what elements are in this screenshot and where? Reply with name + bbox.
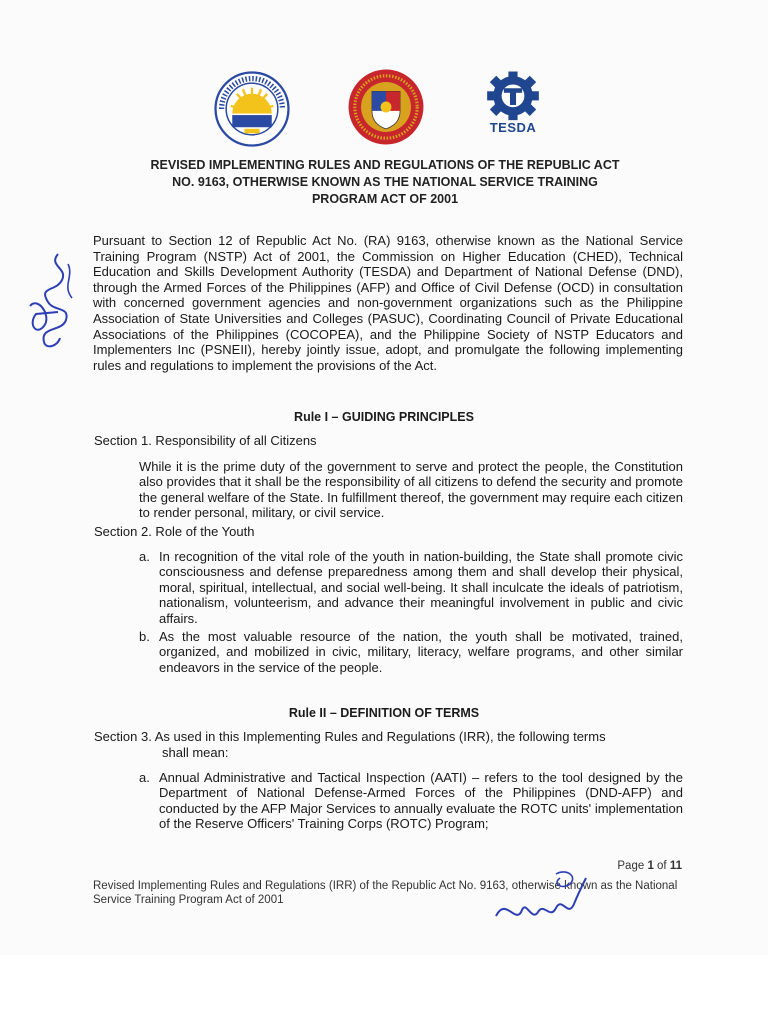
title-line: PROGRAM ACT OF 2001 bbox=[311, 192, 459, 206]
list-marker: a. bbox=[139, 549, 150, 564]
title-line: REVISED IMPLEMENTING RULES AND REGULATIONS OF THE REPUBLIC ACT bbox=[150, 158, 620, 172]
section-2-heading: Section 2. Role of the Youth bbox=[94, 524, 255, 539]
page-number-prefix: Page bbox=[617, 860, 648, 872]
section-1-text: While it is the prime duty of the government to serve and protect the people, the Constitution also provides that it shall be the responsibility of all citizens to defend the security and promote the general welfare of the State. In fulfillment thereof, the government may require each citizen to render personal, military, or civil service. bbox=[139, 459, 683, 521]
list-item-text: Annual Administrative and Tactical Inspection (AATI) – refers to the tool designed by the Department of National Defense-Armed Forces of the Philippines (DND-AFP) and conducted by the AFP Major Services to annually evaluate the ROTC units' implementation of the Reserve Officers' Training Corps (ROTC) Program; bbox=[159, 770, 683, 832]
page-bottom-margin bbox=[0, 955, 768, 1024]
dnd-seal-icon bbox=[347, 68, 425, 146]
list-item bbox=[139, 629, 683, 675]
document-title bbox=[95, 157, 675, 208]
ched-seal-icon bbox=[213, 71, 291, 147]
rule-2-heading: Rule II – DEFINITION OF TERMS bbox=[288, 706, 480, 720]
list-marker: a. bbox=[139, 770, 150, 785]
section-3-heading bbox=[94, 729, 684, 760]
page-number-total: 11 bbox=[669, 860, 682, 872]
signature-left bbox=[18, 246, 88, 356]
section-1-heading: Section 1. Responsibility of all Citizens bbox=[94, 433, 317, 448]
page-number bbox=[617, 860, 682, 872]
list-item-text: In recognition of the vital role of the youth in nation-building, the State shall promote civic consciousness and defense preparedness among them and shall develop their physical, moral, spiritual, intellectual, and social well-being. It shall inculcate the ideals of patriotism, nationalism, volunteerism, and advance their meaningful involvement in public and civic affairs. bbox=[159, 549, 683, 626]
tesda-logo-text: TESDA bbox=[489, 120, 537, 135]
preamble-paragraph: Pursuant to Section 12 of Republic Act No. (RA) 9163, otherwise known as the National Service Training Program (NSTP) Act of 2001, the Commission on Higher Education (CHED), Technical Education and Skills Development Authority (TESDA) and Department of National Defense (DND), through the Armed Forces of the Philippines (AFP) and Office of Civil Defense (OCD) in consultation with concerned government agencies and non-government organizations such as the Philippine Association of State Universities and Colleges (PASUC), Coordinating Council of Private Educational Associations of the Philippines (COCOPEA), and the Philippine Society of NSTP Educators and Implementers Inc (PSNEII), hereby jointly issue, adopt, and promulgate the following implementing rules and regulations to implement the provisions of the Act. bbox=[93, 233, 683, 373]
section-3-heading-line: shall mean: bbox=[162, 744, 229, 760]
list-item-text: As the most valuable resource of the nation, the youth shall be motivated, trained, organized, and mobilized in civic, military, literacy, welfare programs, and other similar endeavors in the service of the people. bbox=[159, 629, 683, 675]
page-footer: Revised Implementing Rules and Regulations (IRR) of the Republic Act No. 9163, otherwise known as the National Service Training Program Act of 2001 bbox=[93, 880, 678, 906]
list-item bbox=[139, 549, 683, 626]
logo-bar bbox=[0, 68, 768, 148]
signature-right bbox=[486, 866, 596, 936]
list-item bbox=[139, 770, 683, 832]
rule-1-heading: Rule I – GUIDING PRINCIPLES bbox=[294, 410, 474, 424]
page-number-current: 1 bbox=[647, 860, 654, 872]
title-line: NO. 9163, OTHERWISE KNOWN AS THE NATIONAL SERVICE TRAINING bbox=[172, 175, 598, 189]
list-marker: b. bbox=[139, 629, 150, 644]
page-number-of: of bbox=[653, 860, 670, 872]
section-3-heading-line: Section 3. As used in this Implementing Rules and Regulations (IRR), the following terms bbox=[94, 729, 606, 744]
